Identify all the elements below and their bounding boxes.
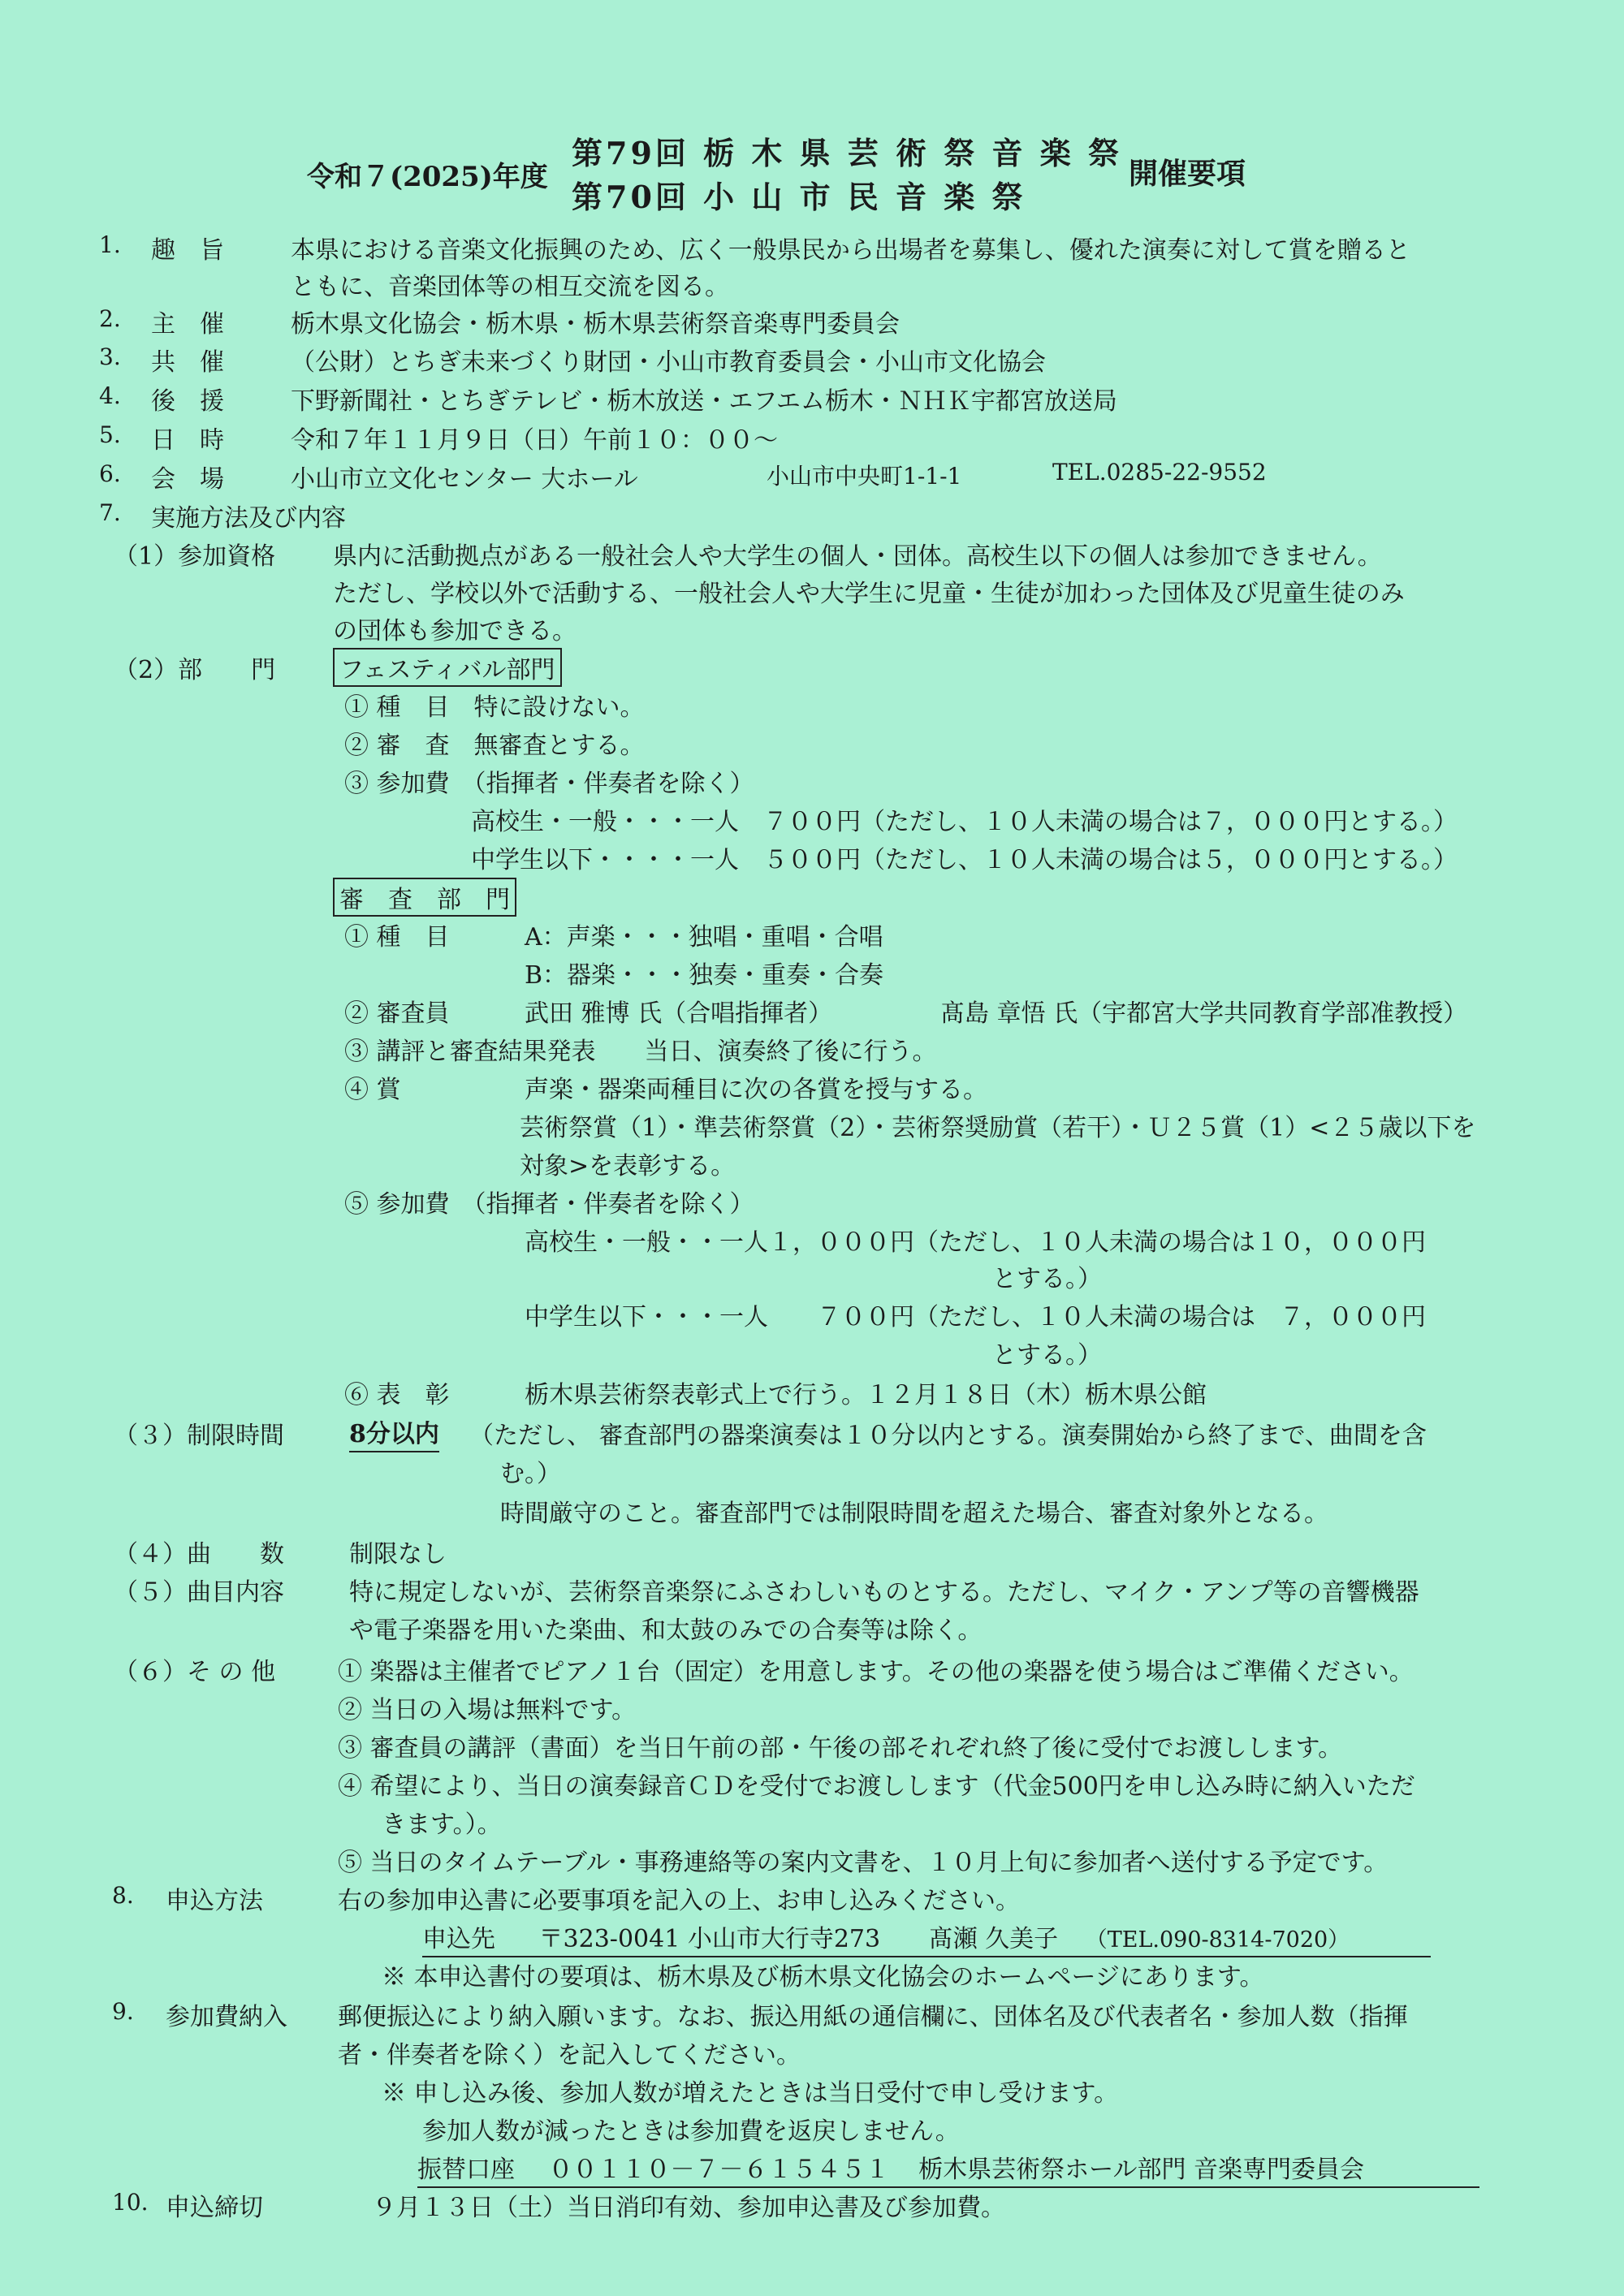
section-10-number: 10. [112,2189,149,2216]
section-8-note: ※ 本申込書付の要項は、栃木県及び栃木県文化協会のホームページにあります。 [382,1963,1264,1992]
festival-item-2: ② 審 査 無審査とする。 [344,732,645,760]
section-3-number: 3. [99,343,121,370]
section-9-number: 9. [112,1998,134,2025]
other-item-1: ① 楽器は主催者でピアノ１台（固定）を用意します。その他の楽器を使う場合はご準備ください。 [338,1658,1414,1686]
judging-item-4-label: ④ 賞 [344,1076,401,1104]
judging-fee-2: 中学生以下・・・一人 ７００円（ただし、１０人未満の場合は ７，０００円 [525,1303,1426,1331]
destination-address: 〒323-0041 小山市大行寺273 [538,1925,881,1953]
section-7-number: 7. [99,499,121,526]
section-3-text: （公財）とちぎ未来づくり財団・小山市教育委員会・小山市文化協会 [291,348,1046,377]
section-2-text: 栃木県文化協会・栃木県・栃木県芸術祭音楽専門委員会 [291,310,900,339]
section-1-text-line2: ともに、音楽団体等の相互交流を図る。 [291,273,729,301]
section-9-line1: 郵便振込により納入願います。なお、振込用紙の通信欄に、団体名及び代表者名・参加人数（指揮 [338,2003,1408,2031]
festival-fee-2: 中学生以下・・・・一人 ５００円（ただし、１０人未満の場合は５，０００円とする。） [471,846,1458,874]
section-6-number: 6. [99,460,121,487]
judging-fee-1-cont: とする。） [992,1265,1102,1293]
section-2-label: 主 催 [151,310,224,339]
section-9-note2: 参加人数が減ったときは参加費を返戻しません。 [422,2117,960,2146]
other-item-5: ⑤ 当日のタイムテーブル・事務連絡等の案内文書を、１０月上旬に参加者へ送付する予定です。 [338,1849,1389,1877]
section-9-note1: ※ 申し込み後、参加人数が増えたときは当日受付で申し受けます。 [382,2079,1119,2108]
section-8-label: 申込方法 [166,1887,263,1915]
header-title-1: 第79回 栃 木 県 芸 術 祭 音 楽 祭 [572,135,1122,171]
judging-section-title: 審 査 部 門 [333,878,516,917]
section-6-label: 会 場 [151,465,224,494]
header-year: 令和７(2025)年度 [307,161,548,193]
section-10-label: 申込締切 [166,2194,263,2222]
other-item-3: ③ 審査員の講評（書面）を当日午前の部・午後の部それぞれ終了後に受付でお渡しします。 [338,1734,1343,1763]
section-7-4-text: 制限なし [349,1540,447,1569]
time-limit-note-line3: 時間厳守のこと。審査部門では制限時間を超えた場合、審査対象外となる。 [500,1500,1328,1528]
section-7-5-line1: 特に規定しないが、芸術祭音楽祭にふさわしいものとする。ただし、マイク・アンプ等の音響機器 [349,1578,1419,1607]
transfer-account [417,2149,1479,2188]
section-8-line1: 右の参加申込書に必要事項を記入の上、お申し込みください。 [338,1887,1020,1915]
judging-item-4-text: 声楽・器楽両種目に次の各賞を授与する。 [525,1076,987,1104]
section-7-3-label: （３）制限時間 [114,1422,284,1450]
judging-item-1-label: ① 種 目 [344,923,450,952]
judging-fee-1: 高校生・一般・・一人１，０００円（ただし、１０人未満の場合は１０，０００円 [525,1228,1426,1257]
section-1-text-line1: 本県における音楽文化振興のため、広く一般県民から出場者を募集し、優れた演奏に対して賞を贈ると [291,236,1410,265]
judging-item-6-text: 栃木県芸術祭表彰式上で行う。１２月１８日（木）栃木県公館 [525,1381,1207,1409]
section-7-label: 実施方法及び内容 [151,504,346,533]
section-10-text: ９月１３日（土）当日消印有効、参加申込書及び参加費。 [372,2194,1005,2222]
judging-item-1-vocal: A：声楽・・・独唱・重唱・合唱 [525,923,883,952]
time-limit: 8分以内 [349,1413,439,1452]
section-6-address: 小山市中央町1-1-1 [767,463,962,490]
section-7-1-line3: の団体も参加できる。 [333,617,577,645]
other-item-4-line1: ④ 希望により、当日の演奏録音ＣＤを受付でお渡しします（代金500円を申し込み時に納入いただ [338,1772,1415,1801]
judging-item-1-instrumental: B：器楽・・・独奏・重奏・合奏 [525,961,884,990]
account-number: ００１１０－７－６１５４５１ [548,2156,890,2184]
judging-item-5: ⑤ 参加費 （指揮者・伴奏者を除く） [344,1190,754,1219]
section-4-label: 後 援 [151,387,224,416]
section-7-5-label: （５）曲目内容 [114,1578,284,1607]
section-6-venue: 小山市立文化センター 大ホール [291,465,638,494]
judging-item-3: ③ 講評と審査結果発表 当日、演奏終了後に行う。 [344,1038,937,1066]
section-1-number: 1. [99,231,121,258]
section-1-label: 趣 旨 [151,236,224,265]
judge-1: 武田 雅博 氏（合唱指揮者） [525,999,833,1028]
section-2-number: 2. [99,305,121,332]
section-3-label: 共 催 [151,348,224,377]
judging-fee-2-cont: とする。） [992,1341,1102,1370]
time-limit-note-line2: む。） [500,1460,561,1488]
other-item-4-line2: きます。）。 [382,1810,502,1839]
festival-fee-1: 高校生・一般・・・一人 ７００円（ただし、１０人未満の場合は７，０００円とする。） [471,808,1458,836]
judge-2: 髙島 章悟 氏（宇都宮大学共同教育学部准教授） [940,999,1468,1028]
section-5-text: 令和７年１１月９日（日）午前１０：００～ [291,426,778,455]
account-label: 振替口座 [417,2156,515,2184]
destination-label: 申込先 [422,1925,495,1953]
judging-item-6-label: ⑥ 表 彰 [344,1381,450,1409]
section-7-1-line1: 県内に活動拠点がある一般社会人や大学生の個人・団体。高校生以下の個人は参加できません。 [333,542,1382,571]
section-9-line2: 者・伴奏者を除く）を記入してください。 [338,2041,801,2069]
section-6-tel: TEL.0285-22-9552 [1052,459,1267,486]
section-5-number: 5. [99,421,121,448]
festival-item-3: ③ 参加費 （指揮者・伴奏者を除く） [344,770,754,798]
header-title-2: 第70回 小 山 市 民 音 楽 祭 [572,179,1026,215]
section-7-4-label: （４）曲 数 [114,1540,284,1569]
section-7-2-label: （2）部 門 [114,656,276,684]
section-4-text: 下野新聞社・とちぎテレビ・栃木放送・エフエム栃木・ＮＨＫ宇都宮放送局 [291,387,1117,416]
judging-item-2-label: ② 審査員 [344,999,450,1028]
section-7-6-label: （６）そ の 他 [114,1658,276,1686]
section-4-number: 4. [99,382,121,409]
application-destination [422,1918,1431,1957]
section-7-5-line2: や電子楽器を用いた楽曲、和太鼓のみでの合奏等は除く。 [349,1616,983,1645]
section-7-1-line2: ただし、学校以外で活動する、一般社会人や大学生に児童・生徒が加わった団体及び児童生徒のみ [333,580,1405,608]
account-name: 栃木県芸術祭ホール部門 音楽専門委員会 [918,2156,1365,2184]
awards-list: 芸術祭賞（1）・準芸術祭賞（2）・芸術祭奨励賞（若干）・Ｕ２５賞（1）<２５歳以下を [520,1114,1476,1142]
section-7-1-label: （1）参加資格 [114,542,276,571]
awards-list-cont: 対象>を表彰する。 [520,1152,736,1180]
destination-person: 髙瀬 久美子 [928,1925,1059,1953]
section-5-label: 日 時 [151,426,224,455]
section-9-label: 参加費納入 [166,2003,287,2031]
other-item-2: ② 当日の入場は無料です。 [338,1696,637,1724]
destination-tel: （TEL.090-8314-7020） [1085,1927,1350,1953]
festival-item-1: ① 種 目 特に設けない。 [344,693,645,722]
header-subtitle: 開催要項 [1129,157,1246,191]
time-limit-note-line1: （ただし、 審査部門の器楽演奏は１０分以内とする。演奏開始から終了まで、曲間を含 [469,1422,1427,1450]
festival-section-title: フェスティバル部門 [333,648,562,687]
section-8-number: 8. [112,1882,134,1909]
